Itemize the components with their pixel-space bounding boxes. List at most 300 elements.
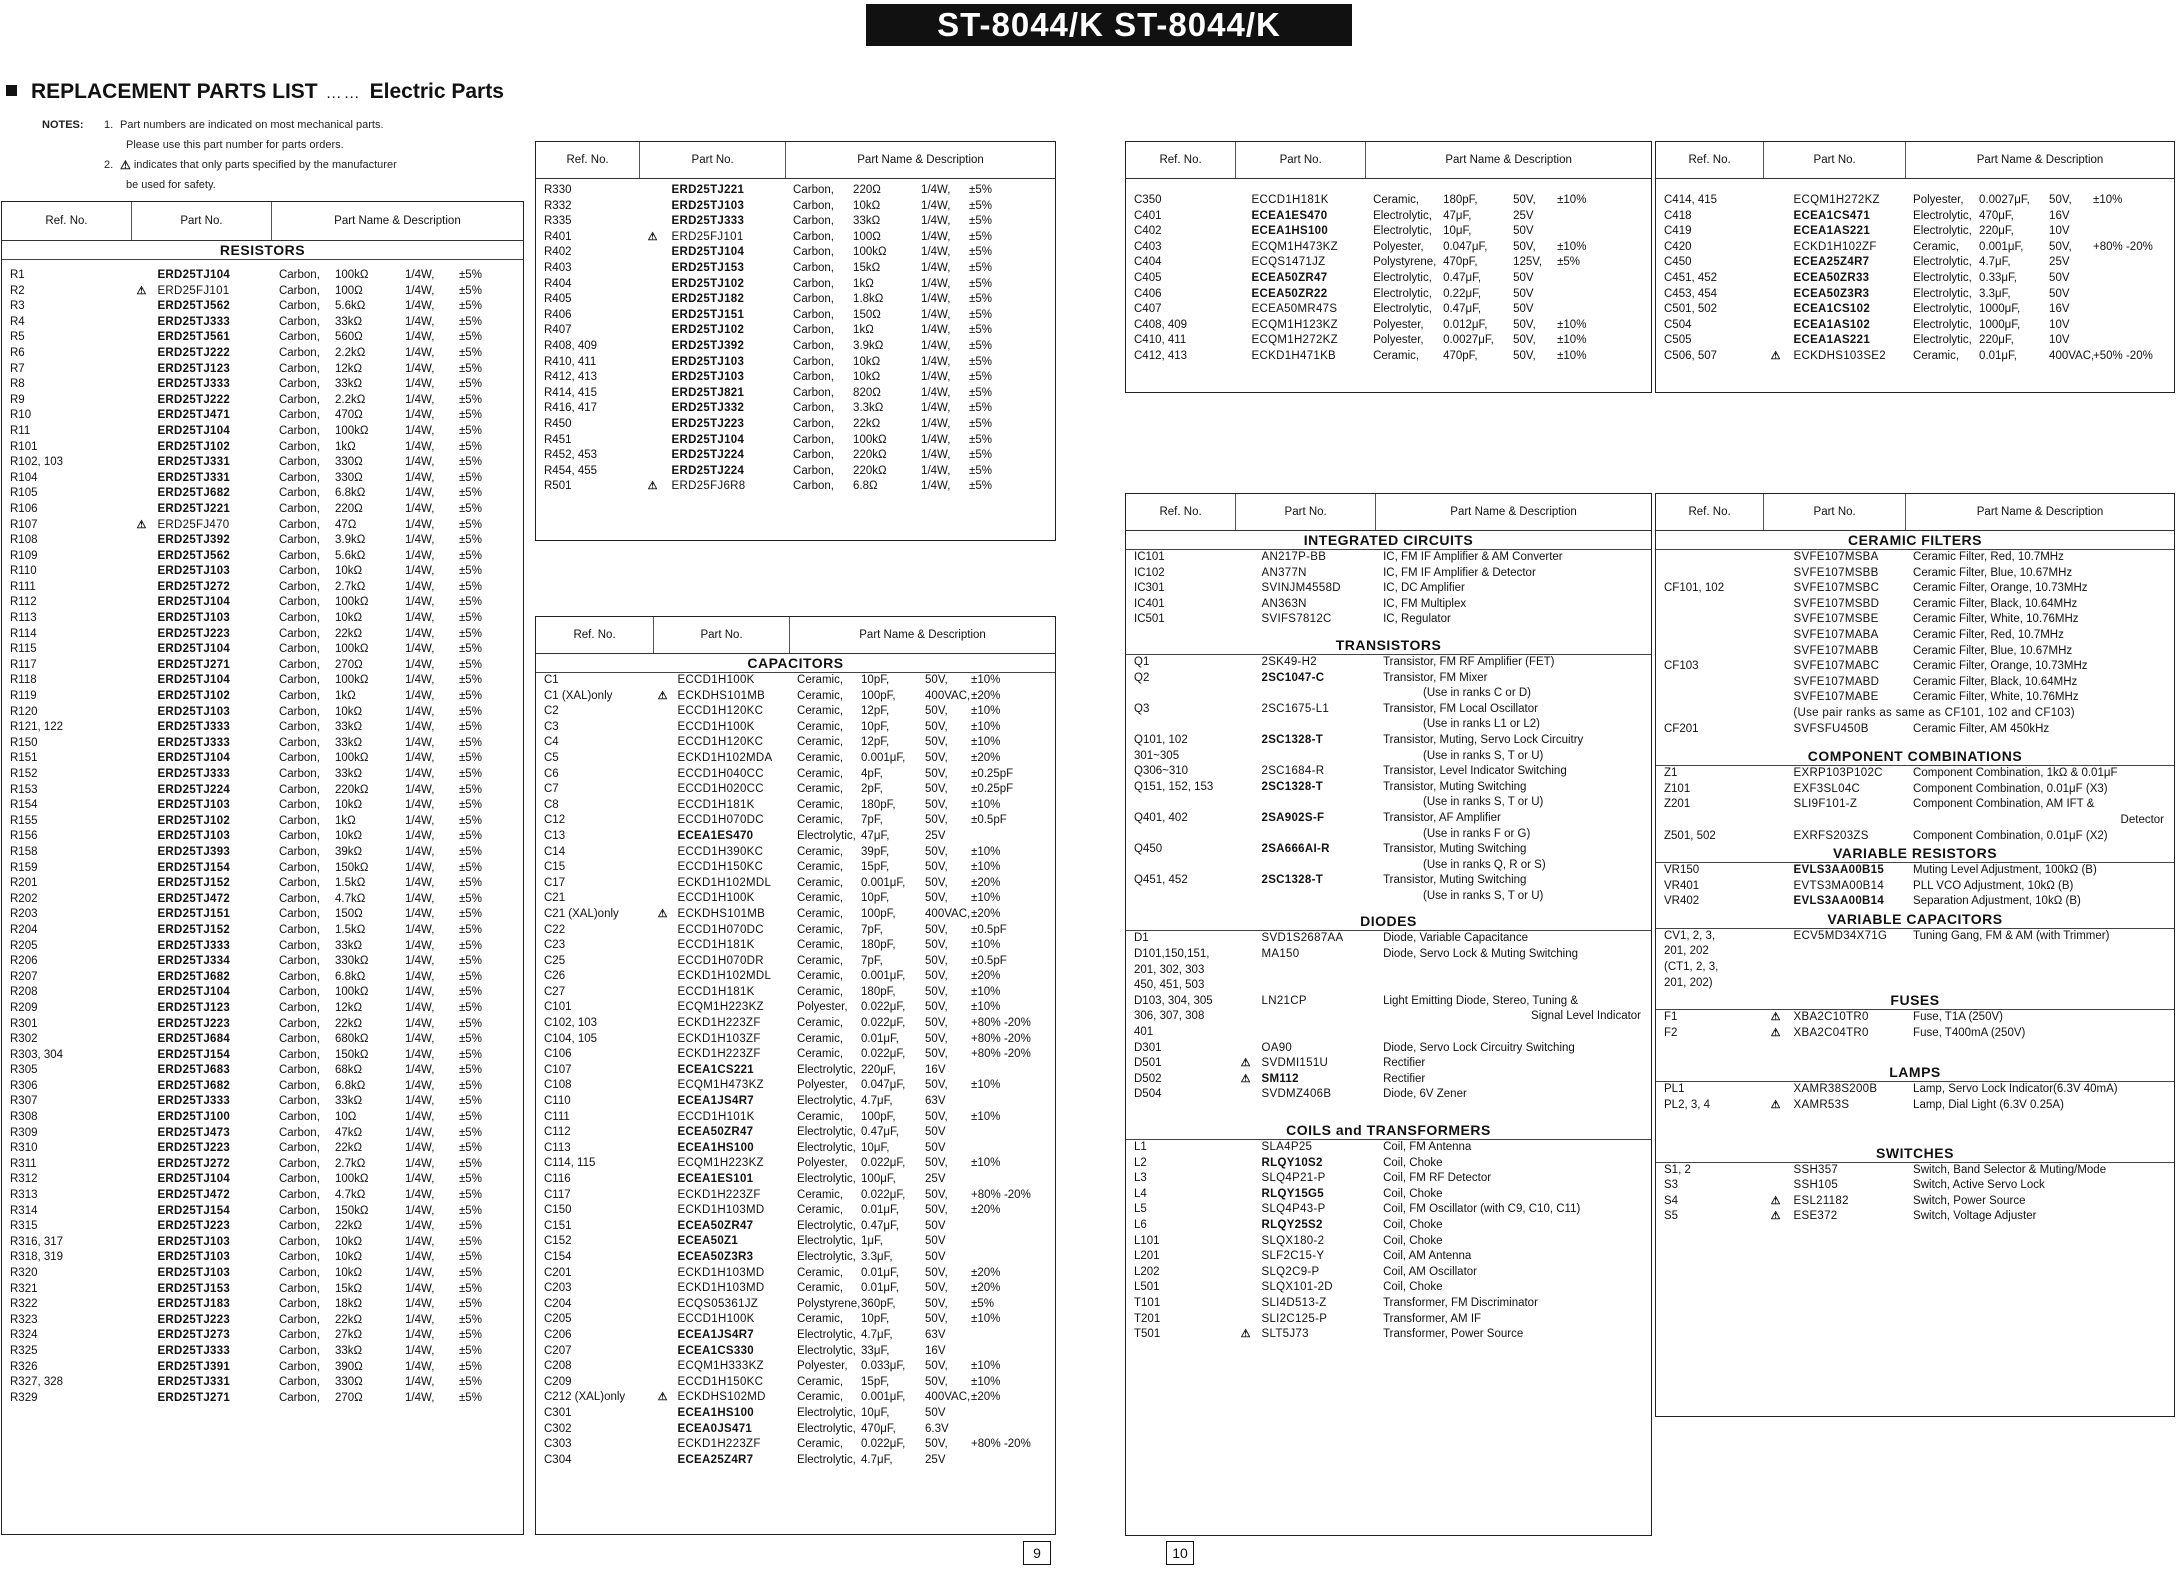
part-no: ERD25TJ471 xyxy=(157,409,231,422)
ref-no: CV1, 2, 3, xyxy=(1664,929,1716,942)
desc-value: 10pF, xyxy=(861,892,890,905)
part-no: ERD25TJ103 xyxy=(157,705,231,718)
part-no: ERD25TJ104 xyxy=(157,986,231,999)
desc-type: Ceramic, xyxy=(797,674,844,686)
desc-value: 15pF, xyxy=(861,861,890,874)
part-no: SVINJM4558D xyxy=(1261,582,1341,595)
part-no: ERD25TJ562 xyxy=(157,549,231,562)
safety-mark xyxy=(132,1172,152,1188)
desc-value: 39kΩ xyxy=(334,845,363,858)
desc-tolerance: ±5% xyxy=(458,986,482,999)
desc-value: 0.22μF, xyxy=(1443,287,1482,300)
desc-tolerance: ±10% xyxy=(971,1110,1001,1123)
table-row xyxy=(2,1188,523,1204)
safety-mark xyxy=(132,486,152,502)
desc-type: Ceramic, xyxy=(797,814,844,827)
table-row xyxy=(2,268,523,284)
description xyxy=(1905,302,2174,318)
desc-value: 0.022μF, xyxy=(861,1048,906,1061)
description xyxy=(785,433,1055,449)
ref-no: R156 xyxy=(10,830,38,843)
table-row xyxy=(536,1437,1055,1453)
desc-type: Carbon, xyxy=(278,1298,320,1311)
desc-type: Carbon, xyxy=(278,487,320,500)
desc-tolerance xyxy=(2093,333,2155,349)
ref-no: C208 xyxy=(544,1360,572,1373)
ref-no: C12 xyxy=(544,814,566,827)
description xyxy=(271,1001,523,1017)
table-row xyxy=(536,829,1055,845)
description xyxy=(271,1204,523,1220)
ref-no: D101,150,151, xyxy=(1134,948,1210,961)
ref-no: R403 xyxy=(544,261,572,274)
table-row xyxy=(1126,702,1651,718)
description xyxy=(789,1359,1055,1375)
desc-type: Carbon, xyxy=(278,892,320,905)
ref-no: R111 xyxy=(10,580,36,593)
desc-value: 100kΩ xyxy=(334,674,369,687)
desc-type: Carbon, xyxy=(793,355,834,368)
table-row xyxy=(2,549,523,565)
section-title-capacitors: CAPACITORS xyxy=(536,654,1055,673)
ref-no: Q306~310 xyxy=(1134,765,1189,778)
part-no: ERD25TJ331 xyxy=(157,471,231,484)
desc-rating: 25V xyxy=(1513,209,1534,222)
ref-no: C152 xyxy=(544,1235,572,1248)
description xyxy=(1905,271,2174,287)
description xyxy=(785,214,1055,230)
desc-rating: 1/4W, xyxy=(921,215,951,228)
description xyxy=(1905,255,2174,271)
description xyxy=(271,1328,523,1344)
page-number-right: 10 xyxy=(1166,1541,1194,1565)
part-no: ECKDHS101MB xyxy=(677,907,766,920)
desc-tolerance: ±5% xyxy=(971,1297,994,1310)
safety-mark xyxy=(654,1437,672,1453)
description xyxy=(789,1063,1055,1079)
table-row xyxy=(536,1172,1055,1188)
ref-no: R107 xyxy=(10,518,38,531)
section-title-ceramic: CERAMIC FILTERS xyxy=(1656,531,2174,550)
table-row xyxy=(536,199,1055,215)
desc-tolerance: ±5% xyxy=(458,736,482,749)
ref-no: C212 (XAL)only xyxy=(544,1391,626,1404)
description: Component Combination, 0.01μF (X2) xyxy=(1913,829,2108,842)
col-header-ref: Ref. No. xyxy=(536,142,640,178)
ref-no: R451 xyxy=(544,433,572,446)
description: Rectifier xyxy=(1383,1072,1426,1085)
desc-tolerance: ±5% xyxy=(458,768,482,780)
part-no: SVIFS7812C xyxy=(1261,613,1332,626)
desc-value: 10kΩ xyxy=(334,799,363,812)
table-row xyxy=(1126,318,1651,334)
table-header xyxy=(536,142,1055,179)
desc-value: 10pF, xyxy=(861,720,890,733)
desc-rating: 1/4W, xyxy=(404,1360,435,1373)
description xyxy=(1365,240,1651,256)
desc-rating: 50V xyxy=(1513,287,1534,300)
desc-tolerance xyxy=(971,1453,1045,1469)
ref-no xyxy=(1126,858,1236,874)
ref-no: C117 xyxy=(544,1188,571,1201)
ref-no: T501 xyxy=(1134,1328,1161,1341)
part-no: ERD25TJ103 xyxy=(157,1251,231,1264)
safety-mark xyxy=(1236,566,1256,582)
ref-no: R322 xyxy=(10,1298,38,1311)
description xyxy=(271,923,523,939)
ref-no: Q101, 102 xyxy=(1134,733,1188,746)
ref-no: C451, 452 xyxy=(1664,271,1718,284)
desc-rating: 1/4W, xyxy=(404,549,435,562)
table-row xyxy=(2,985,523,1001)
part-no: ERD25TJ103 xyxy=(671,199,745,212)
ref-no: R205 xyxy=(10,939,38,952)
table-row xyxy=(536,798,1055,814)
table-row xyxy=(536,448,1055,464)
desc-tolerance: ±10% xyxy=(971,705,1001,718)
ref-no: R306 xyxy=(10,1079,38,1092)
desc-type: Carbon, xyxy=(278,877,320,890)
ref-no: CF201 xyxy=(1664,722,1699,735)
desc-value: 0.01μF, xyxy=(861,1282,899,1295)
description xyxy=(271,455,523,471)
desc-rating: 1/4W, xyxy=(404,1111,435,1124)
desc-rating: 1/4W, xyxy=(404,1344,435,1357)
description xyxy=(1365,255,1651,271)
desc-tolerance: ±5% xyxy=(458,1329,482,1342)
description xyxy=(271,751,523,767)
description xyxy=(271,1344,523,1360)
desc-type: Ceramic, xyxy=(797,876,844,889)
safety-mark xyxy=(654,1188,672,1204)
part-no: ECCD1H390KC xyxy=(677,845,764,858)
desc-type: Carbon, xyxy=(278,284,320,297)
desc-rating: 1/4W, xyxy=(921,386,951,399)
ref-no: PL2, 3, 4 xyxy=(1664,1099,1711,1112)
description xyxy=(789,673,1055,689)
desc-tolerance: ±5% xyxy=(458,861,482,874)
desc-rating: 1/4W, xyxy=(404,1235,435,1248)
part-no: ECEA1JS4R7 xyxy=(677,1095,754,1108)
desc-tolerance: ±20% xyxy=(971,751,1001,764)
table-row xyxy=(1656,782,2174,798)
note-2-num: 2. xyxy=(104,159,114,171)
desc-type: Carbon, xyxy=(278,1282,320,1295)
ref-no: L6 xyxy=(1134,1218,1147,1231)
part-no: ECEA50ZR47 xyxy=(677,1126,754,1139)
desc-value: 4.7μF, xyxy=(861,1328,893,1341)
description xyxy=(271,518,523,534)
table-row xyxy=(1126,209,1651,225)
ref-no: R401 xyxy=(544,230,572,243)
safety-mark xyxy=(132,611,152,627)
desc-value: 150kΩ xyxy=(334,1204,369,1217)
part-no: SSH357 xyxy=(1793,1163,1839,1176)
description: Diode, 6V Zener xyxy=(1383,1088,1467,1101)
desc-value: 10μF, xyxy=(861,1141,890,1154)
desc-rating: 1/4W, xyxy=(404,1267,435,1279)
desc-value: 15kΩ xyxy=(853,261,881,274)
table-header xyxy=(1656,494,2174,531)
part-no: ERD25TJ333 xyxy=(157,1095,231,1108)
safety-mark xyxy=(1764,597,1788,613)
description xyxy=(785,401,1055,417)
description xyxy=(1905,706,2174,722)
ref-no xyxy=(1126,795,1236,811)
safety-mark xyxy=(132,1250,152,1266)
desc-value: 100kΩ xyxy=(334,643,369,656)
part-no: AN217P-BB xyxy=(1261,551,1327,563)
ref-no xyxy=(1656,597,1764,613)
safety-mark xyxy=(654,1078,672,1094)
safety-mark xyxy=(654,1297,672,1313)
table-row xyxy=(2,1126,523,1142)
table-row xyxy=(536,1344,1055,1360)
ref-no: R330 xyxy=(544,184,572,196)
ref-no: C209 xyxy=(544,1375,572,1388)
desc-rating: 50V, xyxy=(925,1110,948,1123)
desc-type: Carbon, xyxy=(793,371,834,384)
ref-no: R327, 328 xyxy=(10,1376,64,1389)
ref-no: R318, 319 xyxy=(10,1251,64,1264)
description xyxy=(789,876,1055,892)
desc-rating: 50V xyxy=(1513,303,1534,316)
part-no: ECEA25Z4R7 xyxy=(1793,256,1870,269)
description xyxy=(1365,209,1651,225)
description xyxy=(1905,318,2174,334)
part-no: ERD25TJ103 xyxy=(157,830,231,843)
safety-mark xyxy=(1764,240,1788,256)
desc-rating: 1/4W, xyxy=(404,1282,435,1295)
description xyxy=(271,330,523,346)
desc-rating: 1/4W, xyxy=(404,1095,435,1108)
table-row xyxy=(1656,960,2174,976)
ref-no: Q451, 452 xyxy=(1134,874,1188,887)
desc-type: Polyester, xyxy=(797,1360,848,1373)
desc-type: Ceramic, xyxy=(797,1204,844,1217)
description: Coil, FM Antenna xyxy=(1383,1141,1472,1153)
safety-mark xyxy=(640,417,666,433)
desc-type: Carbon, xyxy=(278,768,320,780)
ref-no: R102, 103 xyxy=(10,456,64,469)
ref-no: R153 xyxy=(10,783,38,796)
description: Signal Level Indicator xyxy=(1531,1010,1642,1023)
desc-value: 33kΩ xyxy=(334,1095,363,1108)
desc-rating: 1/4W, xyxy=(404,440,435,453)
desc-rating: 50V xyxy=(1513,271,1534,284)
safety-mark xyxy=(640,277,666,293)
desc-tolerance: ±5% xyxy=(458,690,482,703)
spacer xyxy=(1656,179,2174,193)
desc-rating: 1/4W, xyxy=(404,690,435,703)
part-no: ERD25TJ102 xyxy=(671,324,745,337)
desc-value: 100pF, xyxy=(861,689,896,702)
ref-no: L202 xyxy=(1134,1265,1160,1278)
ref-no xyxy=(1126,686,1236,702)
desc-tolerance: ±5% xyxy=(458,300,482,313)
table-row xyxy=(2,564,523,580)
part-no: 2SC1328-T xyxy=(1261,733,1324,746)
table-row xyxy=(1656,333,2174,349)
safety-mark xyxy=(654,782,672,798)
table-row xyxy=(2,705,523,721)
description: Fuse, T400mA (250V) xyxy=(1913,1026,2026,1039)
table-row xyxy=(536,1188,1055,1204)
desc-rating: 50V, xyxy=(1513,334,1536,347)
safety-mark: ⚠ xyxy=(1770,1210,1781,1223)
part-no: SLA4P25 xyxy=(1261,1141,1313,1153)
safety-mark xyxy=(1764,581,1788,597)
desc-type: Ceramic, xyxy=(797,892,844,905)
safety-mark xyxy=(1236,193,1246,209)
desc-type: Ceramic, xyxy=(797,751,844,764)
part-no: ERD25TJ152 xyxy=(157,877,231,890)
part-no: ERD25TJ272 xyxy=(157,1157,231,1170)
desc-rating: 50V, xyxy=(1513,318,1536,331)
desc-value: 0.47μF, xyxy=(1443,303,1482,316)
desc-rating: 50V, xyxy=(925,939,948,952)
description xyxy=(271,549,523,565)
safety-mark xyxy=(1236,209,1246,225)
ref-no xyxy=(1126,889,1236,905)
description: Fuse, T1A (250V) xyxy=(1913,1011,2003,1024)
description xyxy=(789,1406,1055,1422)
desc-type: Carbon, xyxy=(278,1173,320,1186)
safety-mark xyxy=(1764,782,1788,798)
table-row xyxy=(536,1375,1055,1391)
safety-mark xyxy=(1236,224,1246,240)
part-no: 2SC1328-T xyxy=(1261,874,1324,887)
desc-rating: 1/4W, xyxy=(404,736,435,749)
table-row xyxy=(536,1453,1055,1469)
desc-tolerance: ±5% xyxy=(458,970,482,983)
table-row xyxy=(1126,1087,1651,1103)
safety-mark xyxy=(640,245,666,261)
part-no: ERD25TJ222 xyxy=(157,346,231,359)
ref-no: C301 xyxy=(544,1406,572,1419)
desc-tolerance: ±10% xyxy=(971,1001,1001,1014)
description xyxy=(271,1375,523,1391)
ref-no: C204 xyxy=(544,1297,572,1310)
part-no: EVLS3AA00B15 xyxy=(1793,864,1885,877)
ref-no: F2 xyxy=(1664,1026,1678,1039)
desc-rating: 50V, xyxy=(925,720,948,733)
description: Coil, Choke xyxy=(1383,1187,1443,1200)
desc-type: Carbon, xyxy=(793,417,834,430)
desc-tolerance xyxy=(971,1094,1045,1110)
description: Light Emitting Diode, Stereo, Tuning & xyxy=(1383,994,1579,1007)
ref-no: F1 xyxy=(1664,1011,1678,1024)
safety-mark xyxy=(1764,318,1788,334)
safety-mark xyxy=(654,876,672,892)
description: Ceramic Filter, Red, 10.7MHz xyxy=(1913,551,2064,563)
table-row xyxy=(1126,612,1651,628)
desc-rating: 1/4W, xyxy=(404,1313,435,1326)
description xyxy=(789,1141,1055,1157)
part-no: SVFE107MSBD xyxy=(1793,597,1880,610)
description xyxy=(789,829,1055,845)
ref-no: R119 xyxy=(10,690,37,703)
table-row xyxy=(1656,1026,2174,1042)
desc-type: Carbon, xyxy=(278,580,320,593)
desc-type: Electrolytic, xyxy=(797,1173,856,1185)
description xyxy=(789,1234,1055,1250)
part-no: ECEA1CS330 xyxy=(677,1344,754,1357)
ref-no: C13 xyxy=(544,829,566,842)
desc-rating: 1/4W, xyxy=(404,393,435,406)
part-no: SLT5J73 xyxy=(1261,1328,1309,1341)
part-no xyxy=(1256,1009,1376,1025)
ref-no: Q1 xyxy=(1134,655,1150,668)
safety-mark xyxy=(1236,780,1256,796)
safety-mark xyxy=(1764,224,1788,240)
part-no: ECKD1H102ZF xyxy=(1793,240,1877,253)
table-row xyxy=(2,1375,523,1391)
ref-no: R310 xyxy=(10,1142,38,1155)
ref-no: C110 xyxy=(544,1095,571,1108)
desc-tolerance: ±5% xyxy=(969,464,992,477)
desc-type: Electrolytic, xyxy=(1913,287,1972,300)
safety-mark xyxy=(1236,1202,1256,1218)
section-title-resistors: RESISTORS xyxy=(2,241,523,260)
ref-no: C112 xyxy=(544,1126,571,1139)
desc-tolerance: ±5% xyxy=(458,1313,482,1326)
part-no: ECCD1H040CC xyxy=(677,767,764,780)
desc-value: 0.047μF, xyxy=(1443,240,1488,253)
table-row xyxy=(2,689,523,705)
table-row xyxy=(1126,1249,1651,1265)
table-row xyxy=(1656,581,2174,597)
ref-no: R325 xyxy=(10,1344,38,1357)
part-no: ECQM1H223KZ xyxy=(677,1157,764,1170)
desc-tolerance: ±5% xyxy=(458,424,482,437)
rows-combo_rows xyxy=(1656,766,2174,844)
description: Ceramic Filter, White, 10.76MHz xyxy=(1913,613,2079,626)
description xyxy=(1365,349,1651,365)
desc-rating: 400VAC, xyxy=(925,1391,971,1404)
desc-type: Ceramic, xyxy=(797,705,844,718)
safety-mark xyxy=(132,408,152,424)
description xyxy=(789,1110,1055,1126)
desc-tolerance: ±5% xyxy=(458,346,482,359)
ref-no: C504 xyxy=(1664,318,1692,331)
desc-tolerance: ±5% xyxy=(458,799,482,812)
safety-mark xyxy=(654,1266,672,1282)
description xyxy=(789,704,1055,720)
part-no: ECEA25Z4R7 xyxy=(677,1453,754,1466)
safety-mark xyxy=(1764,550,1788,566)
desc-value: 10kΩ xyxy=(853,371,881,384)
ref-no: C102, 103 xyxy=(544,1017,598,1030)
table-row xyxy=(2,1001,523,1017)
ref-no: IC102 xyxy=(1134,566,1165,579)
description xyxy=(789,1219,1055,1235)
desc-value: 150kΩ xyxy=(334,1048,369,1061)
desc-value: 100kΩ xyxy=(334,269,369,281)
part-no: ERD25TJ333 xyxy=(157,736,231,749)
safety-mark xyxy=(654,720,672,736)
safety-mark xyxy=(1236,1265,1256,1281)
desc-value: 470pF, xyxy=(1443,349,1478,362)
table-row xyxy=(1656,675,2174,691)
rows-tr_rows xyxy=(1126,655,1651,905)
desc-type: Ceramic, xyxy=(797,767,844,780)
table-row xyxy=(1126,333,1651,349)
safety-mark xyxy=(1764,829,1788,845)
desc-rating: 1/4W, xyxy=(404,1017,435,1030)
safety-mark xyxy=(132,315,152,331)
desc-type: Carbon, xyxy=(793,261,834,274)
